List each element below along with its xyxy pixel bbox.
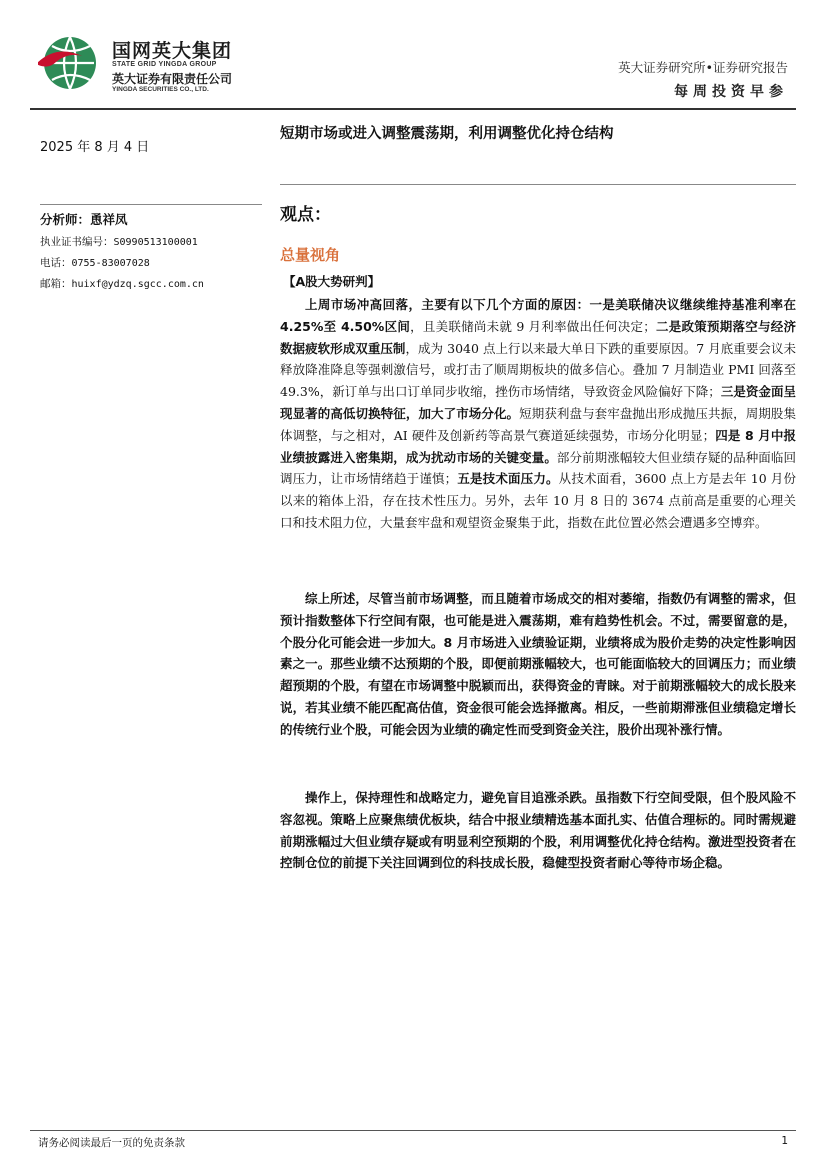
cert-label: 执业证书编号： [40, 236, 114, 248]
p1-text-3: 短期获利盘与套牢盘抛出形成抛压共振，周期股集体调整，与之相对，AI 硬件及创新药等高景气赛道延续强势，市场分化明显； [280, 405, 796, 443]
page-number: 1 [781, 1135, 788, 1147]
view-heading: 观点： [280, 205, 331, 225]
header-organization: 英大证券研究所•证券研究报告 [618, 60, 788, 75]
logo-subsidiary-cn: 英大证券有限责任公司 [112, 72, 233, 86]
p1-bold-5: 五是技术面压力。 [457, 471, 559, 487]
paragraph-3 [280, 787, 796, 882]
company-logo [38, 30, 268, 100]
logo-subsidiary-en: YINGDA SECURITIES CO., LTD. [112, 86, 209, 93]
p1-bold-4: 四是 8 月中报业绩披露进入密集期，成为扰动市场的关键变量。 [280, 427, 796, 465]
report-date: 2025 年 8 月 4 日 [40, 140, 150, 155]
footer-disclaimer: 请务必阅读最后一页的免责条款 [38, 1137, 185, 1149]
p1-text-4: 部分前期涨幅较大但业绩存疑的品种面临回调压力，让市场情绪趋于谨慎； [280, 449, 796, 487]
sidebar-divider [40, 204, 262, 205]
paragraph-1 [280, 294, 796, 542]
cert-value: S0990513100001 [113, 237, 198, 248]
phone-label: 电话： [40, 257, 72, 269]
phone-value: 0755-83007028 [71, 258, 150, 269]
section-heading: 总量视角 [280, 246, 341, 264]
globe-logo-icon [38, 34, 102, 92]
p1-text-1: ，且美联储尚未就 9 月利率做出任何决定； [410, 318, 656, 334]
p2-text: 综上所述，尽管当前市场调整，而且随着市场成交的相对萎缩，指数仍有调整的需求，但预计指数整体下行空间有限，也可能是进入震荡期，难有趋势性机会。不过，需要留意的是，个股分化可能会进一步加大。8 月市场进入业绩验证期，业绩将成为股价走势的决定性影响因素之一。那些业绩不达预期的个股，即便前期涨幅较大，也可能面临较大的回调压力；而业绩超预期的个股，有望在市场调整中脱颖而出，获得资金的青睐。对于前期涨幅较大的成长股来说，若其业绩不能匹配高估值，资金很可能会选择撤离。相反，一些前期滞涨但业绩稳定增长的传统行业个股，可能会因为业绩的确定性而受到资金关注，股价出现补涨行情。 [280, 591, 796, 737]
footer-divider [30, 1130, 796, 1131]
logo-name-cn: 国网英大集团 [112, 40, 233, 62]
p1-text-5: 从技术面看，3600 点上方是去年 10 月份以来的箱体上沿，存在技术性压力。另外，去年 10 月 8 日的 3674 点前高是重要的心理关口和技术阻力位，大量套牢盘和观望资金聚集于此，指数在此位置必然会遭遇多空博弈。 [280, 471, 796, 530]
analyst-name: 分析师：恿祥凤 [40, 212, 128, 227]
phone [40, 255, 150, 270]
p1-text-2: ，成为 3040 点上行以来最大单日下跌的重要原因。7 月底重要会议未释放降准降息等强刺激信号，或打击了顺周期板块的做多信心。叠加 7 月制造业 PMI 回落至 49.3%，新订单与出口订单同步收缩，挫伤市场情绪，导致资金风险偏好下降； [280, 340, 796, 400]
subsection-heading: 【A股大势研判】 [283, 274, 381, 289]
email-value[interactable]: huixf@ydzq.sgcc.com.cn [71, 279, 204, 290]
p1-bold-3: 三是资金面呈现显著的高低切换特征，加大了市场分化。 [280, 384, 796, 421]
report-title: 短期市场或进入调整震荡期，利用调整优化持仓结构 [280, 126, 614, 142]
p3-text: 操作上，保持理性和战略定力，避免盲目追涨杀跌。虽指数下行空间受限，但个股风险不容忽视。策略上应聚焦绩优板块，结合中报业绩精选基本面扎实、估值合理标的。同时需规避前期涨幅过大但业绩存疑或有明显利空预期的个股，利用调整优化持仓结构。激进型投资者在控制仓位的前提下关注回调到位的科技成长股，稳健型投资者耐心等待市场企稳。 [280, 790, 796, 871]
p1-bold-2: 二是政策预期落空与经济数据疲软形成双重压制 [280, 318, 796, 356]
logo-name-en: STATE GRID YINGDA GROUP [112, 61, 217, 68]
p1-bold-1: 上周市场冲高回落，主要有以下几个方面的原因：一是美联储决议继续维持基准利率在 4.25%至 4.50%区间 [280, 297, 796, 334]
header-report-type: 每周投资早参 [674, 84, 788, 100]
header-divider [30, 108, 796, 110]
email [40, 276, 204, 291]
email-label: 邮箱： [40, 278, 72, 290]
paragraph-2 [280, 588, 796, 749]
cert-number [40, 234, 198, 249]
title-divider [280, 184, 796, 185]
